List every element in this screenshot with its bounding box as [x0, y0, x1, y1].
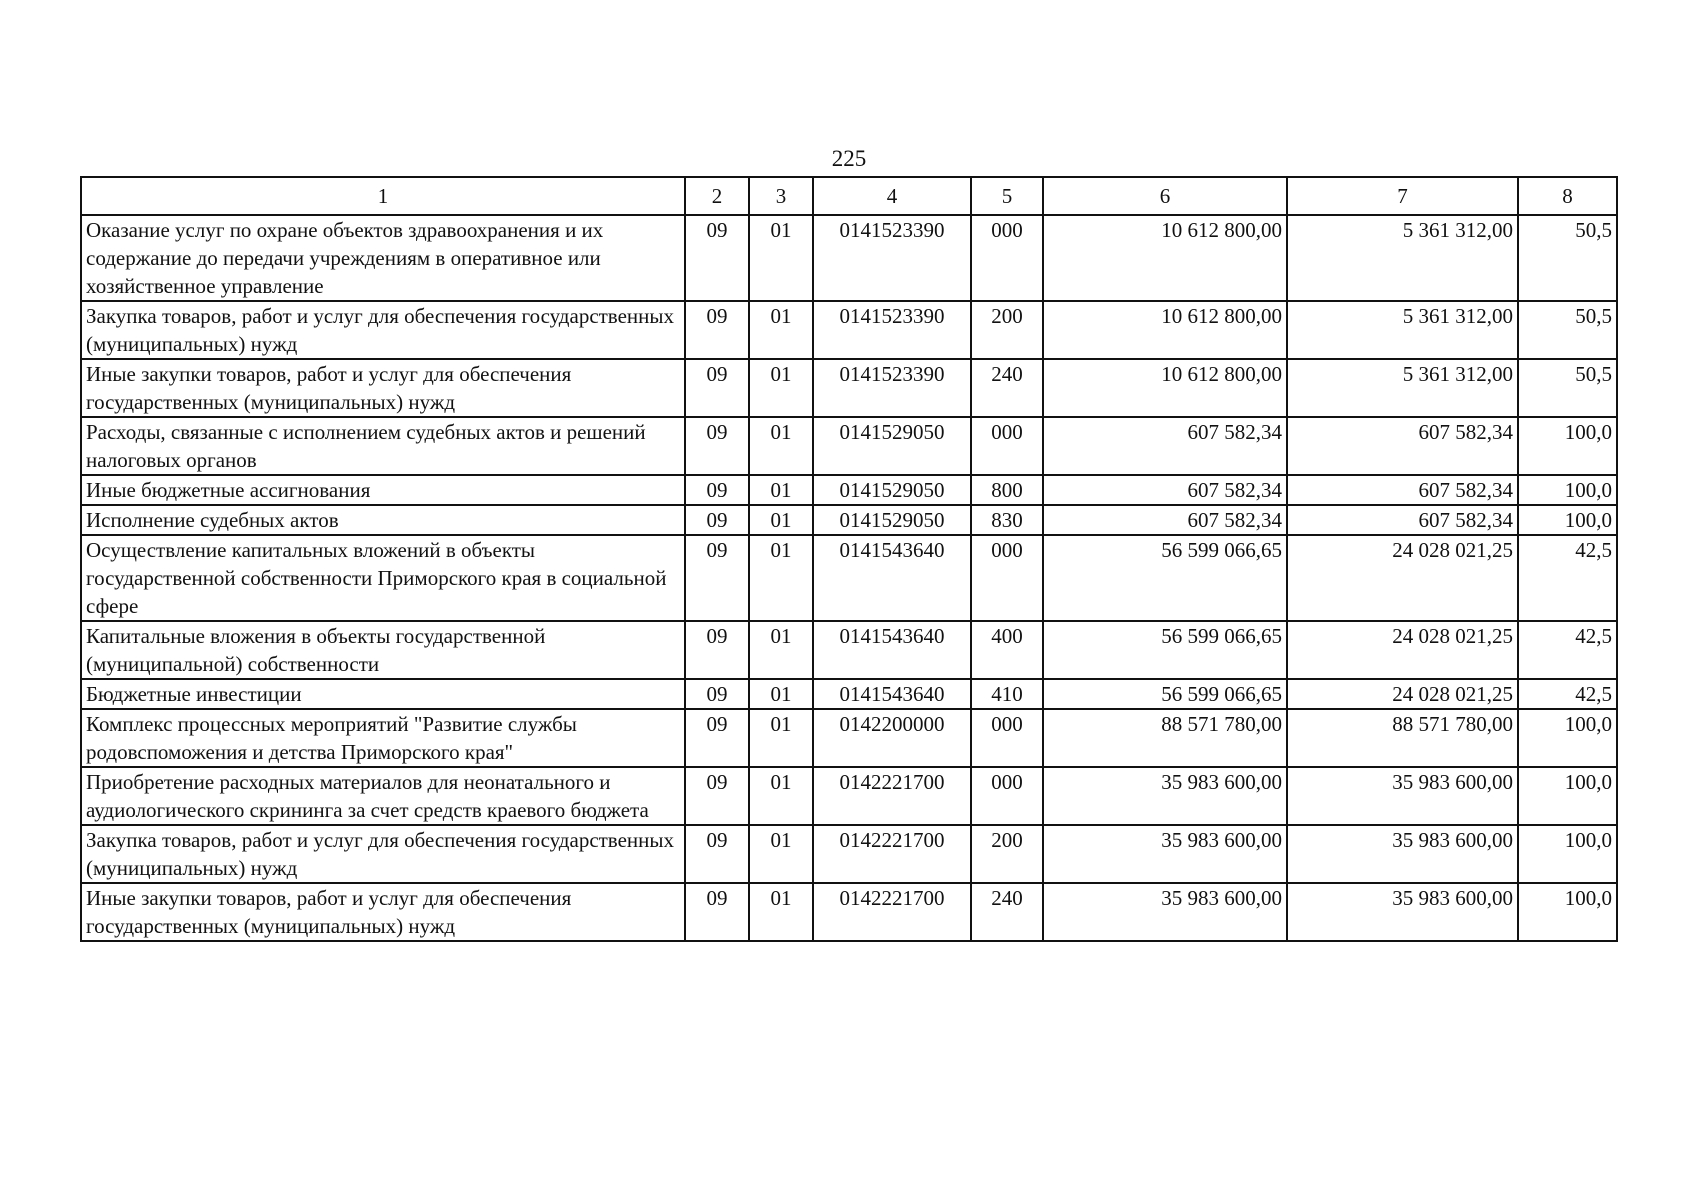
subsection-code-cell: 01 — [749, 767, 813, 825]
table-row — [81, 709, 1617, 767]
subsection-code-cell: 01 — [749, 359, 813, 417]
page-number: 225 — [831, 146, 867, 171]
column-header: 7 — [1287, 177, 1518, 215]
target-article-cell: 0141523390 — [813, 301, 971, 359]
execution-percent-cell: 100,0 — [1518, 767, 1617, 825]
execution-percent-cell: 100,0 — [1518, 883, 1617, 941]
subsection-code-cell: 01 — [749, 417, 813, 475]
column-header: 8 — [1518, 177, 1617, 215]
execution-percent-cell: 100,0 — [1518, 475, 1617, 505]
planned-amount-cell: 607 582,34 — [1043, 505, 1287, 535]
subsection-code-cell: 01 — [749, 505, 813, 535]
execution-percent-cell: 100,0 — [1518, 825, 1617, 883]
executed-amount-cell: 607 582,34 — [1287, 505, 1518, 535]
section-code-cell: 09 — [685, 883, 749, 941]
executed-amount-cell: 5 361 312,00 — [1287, 215, 1518, 301]
column-header: 1 — [81, 177, 685, 215]
executed-amount-cell: 24 028 021,25 — [1287, 679, 1518, 709]
table-body — [81, 215, 1617, 941]
subsection-code-cell: 01 — [749, 301, 813, 359]
section-code-cell: 09 — [685, 359, 749, 417]
section-code-cell: 09 — [685, 825, 749, 883]
section-code-cell: 09 — [685, 621, 749, 679]
target-article-cell: 0141543640 — [813, 535, 971, 621]
executed-amount-cell: 607 582,34 — [1287, 417, 1518, 475]
header-row — [81, 177, 1617, 215]
row-name-cell: Оказание услуг по охране объектов здравоохранения и их содержание до передачи учреждениям в оперативное или хозяйственное управление — [81, 215, 685, 301]
column-header: 6 — [1043, 177, 1287, 215]
expense-type-cell: 800 — [971, 475, 1043, 505]
column-header: 3 — [749, 177, 813, 215]
row-name-cell: Осуществление капитальных вложений в объекты государственной собственности Приморского края в социальной сфере — [81, 535, 685, 621]
executed-amount-cell: 24 028 021,25 — [1287, 621, 1518, 679]
executed-amount-cell: 88 571 780,00 — [1287, 709, 1518, 767]
expense-type-cell: 000 — [971, 767, 1043, 825]
executed-amount-cell: 35 983 600,00 — [1287, 767, 1518, 825]
execution-percent-cell: 100,0 — [1518, 709, 1617, 767]
row-name-cell: Приобретение расходных материалов для неонатального и аудиологического скрининга за счет средств краевого бюджета — [81, 767, 685, 825]
executed-amount-cell: 35 983 600,00 — [1287, 883, 1518, 941]
target-article-cell: 0141529050 — [813, 475, 971, 505]
execution-percent-cell: 42,5 — [1518, 621, 1617, 679]
subsection-code-cell: 01 — [749, 475, 813, 505]
planned-amount-cell: 607 582,34 — [1043, 475, 1287, 505]
row-name-cell: Расходы, связанные с исполнением судебных актов и решений налоговых органов — [81, 417, 685, 475]
expense-type-cell: 240 — [971, 359, 1043, 417]
planned-amount-cell: 10 612 800,00 — [1043, 359, 1287, 417]
executed-amount-cell: 607 582,34 — [1287, 475, 1518, 505]
table-row — [81, 767, 1617, 825]
executed-amount-cell: 5 361 312,00 — [1287, 301, 1518, 359]
table-row — [81, 505, 1617, 535]
table-row — [81, 417, 1617, 475]
row-name-cell: Капитальные вложения в объекты государственной (муниципальной) собственности — [81, 621, 685, 679]
row-name-cell: Иные закупки товаров, работ и услуг для обеспечения государственных (муниципальных) нужд — [81, 359, 685, 417]
section-code-cell: 09 — [685, 505, 749, 535]
row-name-cell: Бюджетные инвестиции — [81, 679, 685, 709]
planned-amount-cell: 10 612 800,00 — [1043, 301, 1287, 359]
executed-amount-cell: 35 983 600,00 — [1287, 825, 1518, 883]
expense-type-cell: 410 — [971, 679, 1043, 709]
row-name-cell: Комплекс процессных мероприятий "Развитие службы родовспоможения и детства Приморского края" — [81, 709, 685, 767]
expense-type-cell: 200 — [971, 301, 1043, 359]
budget-table — [80, 176, 1618, 942]
execution-percent-cell: 50,5 — [1518, 301, 1617, 359]
target-article-cell: 0141543640 — [813, 621, 971, 679]
section-code-cell: 09 — [685, 679, 749, 709]
table-row — [81, 475, 1617, 505]
table-row — [81, 359, 1617, 417]
section-code-cell: 09 — [685, 475, 749, 505]
planned-amount-cell: 88 571 780,00 — [1043, 709, 1287, 767]
target-article-cell: 0141543640 — [813, 679, 971, 709]
target-article-cell: 0141529050 — [813, 417, 971, 475]
expense-type-cell: 000 — [971, 215, 1043, 301]
expense-type-cell: 240 — [971, 883, 1043, 941]
table-row — [81, 883, 1617, 941]
target-article-cell: 0142221700 — [813, 883, 971, 941]
section-code-cell: 09 — [685, 767, 749, 825]
section-code-cell: 09 — [685, 535, 749, 621]
planned-amount-cell: 35 983 600,00 — [1043, 767, 1287, 825]
planned-amount-cell: 35 983 600,00 — [1043, 883, 1287, 941]
row-name-cell: Исполнение судебных актов — [81, 505, 685, 535]
target-article-cell: 0141523390 — [813, 215, 971, 301]
subsection-code-cell: 01 — [749, 825, 813, 883]
section-code-cell: 09 — [685, 301, 749, 359]
planned-amount-cell: 607 582,34 — [1043, 417, 1287, 475]
executed-amount-cell: 24 028 021,25 — [1287, 535, 1518, 621]
table-row — [81, 825, 1617, 883]
column-header: 4 — [813, 177, 971, 215]
target-article-cell: 0141523390 — [813, 359, 971, 417]
target-article-cell: 0141529050 — [813, 505, 971, 535]
table-row — [81, 215, 1617, 301]
execution-percent-cell: 50,5 — [1518, 359, 1617, 417]
column-header: 5 — [971, 177, 1043, 215]
subsection-code-cell: 01 — [749, 883, 813, 941]
table-row — [81, 679, 1617, 709]
subsection-code-cell: 01 — [749, 535, 813, 621]
subsection-code-cell: 01 — [749, 709, 813, 767]
section-code-cell: 09 — [685, 709, 749, 767]
column-header: 2 — [685, 177, 749, 215]
execution-percent-cell: 42,5 — [1518, 679, 1617, 709]
subsection-code-cell: 01 — [749, 621, 813, 679]
expense-type-cell: 000 — [971, 709, 1043, 767]
target-article-cell: 0142200000 — [813, 709, 971, 767]
expense-type-cell: 200 — [971, 825, 1043, 883]
execution-percent-cell: 100,0 — [1518, 505, 1617, 535]
section-code-cell: 09 — [685, 215, 749, 301]
expense-type-cell: 830 — [971, 505, 1043, 535]
expense-type-cell: 000 — [971, 535, 1043, 621]
subsection-code-cell: 01 — [749, 679, 813, 709]
row-name-cell: Иные бюджетные ассигнования — [81, 475, 685, 505]
planned-amount-cell: 10 612 800,00 — [1043, 215, 1287, 301]
table-row — [81, 621, 1617, 679]
target-article-cell: 0142221700 — [813, 767, 971, 825]
row-name-cell: Закупка товаров, работ и услуг для обеспечения государственных (муниципальных) нужд — [81, 825, 685, 883]
expense-type-cell: 000 — [971, 417, 1043, 475]
expense-type-cell: 400 — [971, 621, 1043, 679]
executed-amount-cell: 5 361 312,00 — [1287, 359, 1518, 417]
planned-amount-cell: 56 599 066,65 — [1043, 621, 1287, 679]
subsection-code-cell: 01 — [749, 215, 813, 301]
execution-percent-cell: 50,5 — [1518, 215, 1617, 301]
target-article-cell: 0142221700 — [813, 825, 971, 883]
execution-percent-cell: 42,5 — [1518, 535, 1617, 621]
table-row — [81, 535, 1617, 621]
planned-amount-cell: 35 983 600,00 — [1043, 825, 1287, 883]
row-name-cell: Закупка товаров, работ и услуг для обеспечения государственных (муниципальных) нужд — [81, 301, 685, 359]
section-code-cell: 09 — [685, 417, 749, 475]
execution-percent-cell: 100,0 — [1518, 417, 1617, 475]
row-name-cell: Иные закупки товаров, работ и услуг для обеспечения государственных (муниципальных) нужд — [81, 883, 685, 941]
table-row — [81, 301, 1617, 359]
planned-amount-cell: 56 599 066,65 — [1043, 535, 1287, 621]
planned-amount-cell: 56 599 066,65 — [1043, 679, 1287, 709]
